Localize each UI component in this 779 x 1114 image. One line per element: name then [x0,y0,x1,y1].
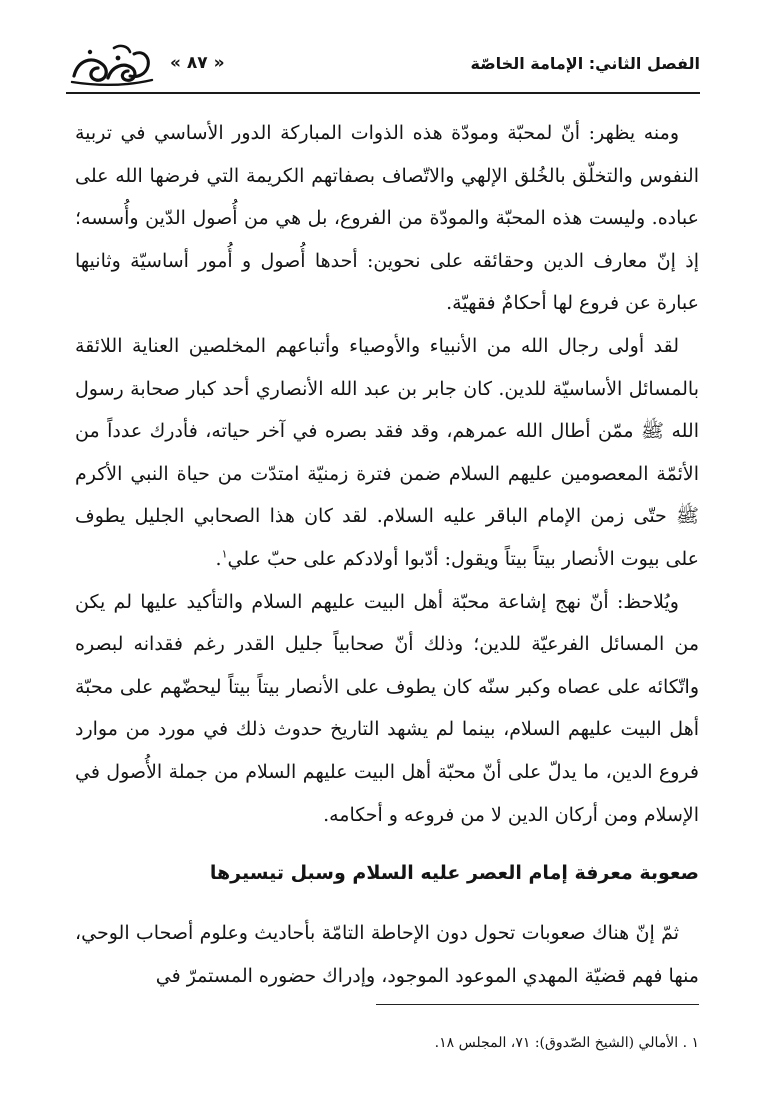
footnote-rule [376,1004,699,1005]
paragraph: ثمّ إنّ هناك صعوبات تحول دون الإحاطة التامّة بأحاديث وعلوم أصحاب الوحي، منها فهم قضيّة المهدي الموعود الموجود، وإدراك حضوره المستمرّ في [75,922,699,987]
calligraphy-ornament-icon [68,40,154,88]
main-text [75,112,699,997]
chapter-title: الفصل الثاني: الإمامة الخاصّة [470,54,700,73]
section-heading: صعوبة معرفة إمام العصر عليه السلام وسبل تيسيرها [209,862,699,885]
header-rule [66,92,700,94]
footnote-marker: ١ [221,547,228,561]
paragraph: ومنه يظهر: أنّ لمحبّة ومودّة هذه الذوات المباركة الدور الأساسي في تربية النفوس والتخلّق بالخُلق الإلهي والاتّصاف بصفاتهم الكريمة التي فرضها الله على عباده. وليست هذه المحبّة والمودّة من الفروع، بل هي من أُصول الدّين وأُسسه؛ إذ إنّ معارف الدين وحقائقه على نحوين: أحدها أُصول و أُمور أساسيّة وثانيها عبارة عن فروع لها أحكامٌ فقهيّة. [75,122,699,315]
footnote: ١ . الأمالي (الشيخ الصّدوق): ٧١، المجلس ١٨. [434,1035,699,1051]
page-number: « ٨٧ » [170,53,225,73]
paragraph: لقد أولى رجال الله من الأنبياء والأوصياء وأتباعهم المخلصين العناية اللائقة بالمسائل الأساسيّة للدين. كان جابر بن عبد الله الأنصاري أحد كبار صحابة رسول الله ﷺ ممّن أطال الله عمرهم، وقد فقد بصره في آخر حياته، فأدرك عدداً من الأئمّة المعصومين عليهم السلام ضمن فترة زمنيّة امتدّت من حياة النبي الأكرم ﷺ حتّى زمن الإمام الباقر عليه السلام. لقد كان هذا الصحابي الجليل يطوف على بيوت الأنصار بيتاً بيتاً ويقول: أدّبوا أولادكم على حبّ علي$^١$. [75,334,699,570]
paragraph: ويُلاحظ: أنّ نهج إشاعة محبّة أهل البيت عليهم السلام والتأكيد عليها لم يكن من المسائل الفرعيّة للدين؛ وذلك أنّ صحابياً جليل القدر رغم فقدانه لبصره واتّكائه على عصاه وكبر سنّه كان يطوف على الأنصار بيتاً بيتاً ليحضّهم على محبّة أهل البيت عليهم السلام، بينما لم يشهد التاريخ حدوث ذلك في مورد من موارد فروع الدين، ما يدلّ على أنّ محبّة أهل البيت عليهم السلام من جملة الأُصول في الإسلام ومن أركان الدين لا من فروعه و أحكامه. [75,590,699,826]
running-header [66,40,700,94]
